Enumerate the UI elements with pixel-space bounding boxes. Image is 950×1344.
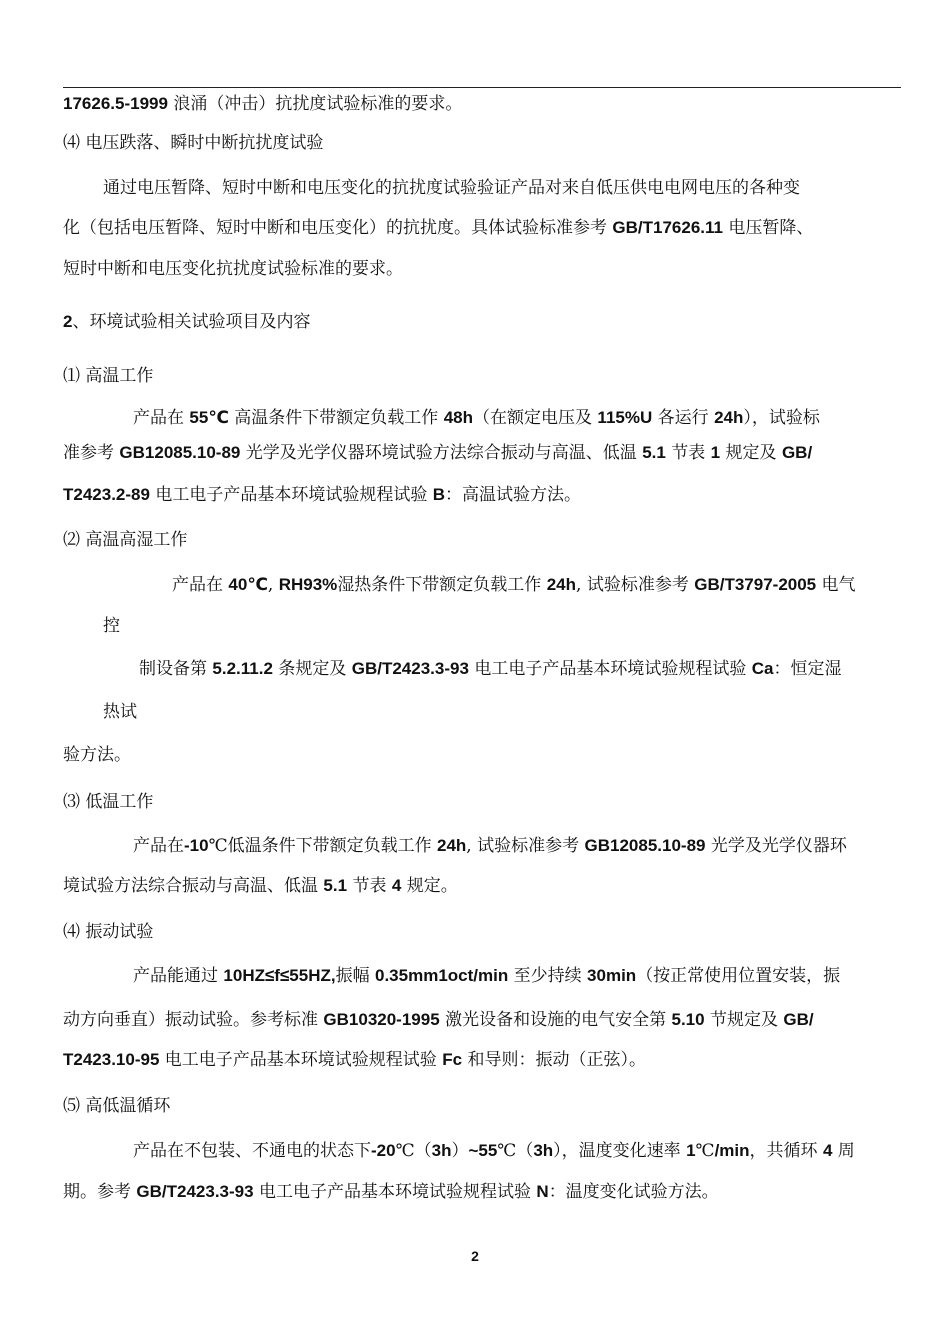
text-run: ：恒定湿: [773, 659, 842, 679]
text-line: [63, 1180, 719, 1204]
text-run: ⑸ 高低温循环: [63, 1096, 171, 1116]
text-run: 5.2.11.2: [212, 659, 273, 678]
text-run: 湿热条件下带额定负载工作: [337, 575, 547, 595]
text-run: 期。参考: [63, 1182, 137, 1202]
text-run: 至少持续: [508, 966, 588, 986]
text-run: 通过电压暂降、短时中断和电压变化的抗扰度试验验证产品对来自低压供电电网电压的各种变: [103, 178, 800, 198]
text-run: 3h: [431, 1141, 452, 1160]
text-run: GB/T2423.3-93: [136, 1182, 254, 1201]
text-run: 节表: [665, 443, 711, 463]
text-line: [63, 1094, 170, 1118]
text-run: 40℃: [228, 575, 268, 594]
text-run: GB/: [783, 1010, 814, 1029]
text-run: ）: [451, 1141, 469, 1161]
text-run: 产品在: [133, 836, 184, 856]
text-run: 24h: [546, 575, 577, 594]
text-run: 境试验方法综合振动与高温、低温: [63, 876, 324, 896]
text-run: 激光设备和设施的电气安全第: [439, 1010, 672, 1030]
text-run: ⑶ 低温工作: [63, 792, 154, 812]
text-run: 5.1: [323, 876, 348, 895]
text-run: GB/T2423.3-93: [351, 659, 469, 678]
text-run: 化（包括电压暂降、短时中断和电压变化）的抗扰度。具体试验标准参考: [63, 218, 613, 238]
text-run: GB10320-1995: [323, 1010, 440, 1029]
text-line: [133, 1139, 855, 1163]
text-run: ℃（: [497, 1141, 534, 1161]
text-run: GB/T17626.11: [612, 218, 723, 237]
text-run: GB12085.10-89: [119, 443, 241, 462]
text-line: [63, 131, 323, 155]
text-run: 浪涌（冲击）抗扰度试验标准的要求。: [167, 94, 463, 114]
text-run: 产品在: [172, 575, 229, 595]
text-run: , 试验标准参考: [466, 836, 585, 856]
text-run: 热试: [103, 702, 137, 722]
text-line: [133, 964, 840, 988]
text-run: ：温度变化试验方法。: [548, 1182, 719, 1202]
text-run: ℃低温条件下带额定负载工作: [208, 836, 437, 856]
text-run: GB12085.10-89: [584, 836, 706, 855]
text-run: Ca: [751, 659, 774, 678]
text-run: -20: [371, 1141, 396, 1160]
text-run: 48h: [443, 408, 474, 427]
text-run: 10HZ≤f≤55HZ,: [223, 966, 336, 985]
text-run: 高温条件下带额定负载工作: [228, 408, 444, 428]
text-line: [103, 176, 800, 200]
text-line: [63, 874, 458, 898]
text-run: 光学及光学仪器环: [705, 836, 847, 856]
text-line: [63, 528, 187, 552]
text-line: [63, 441, 812, 465]
text-run: 55℃: [189, 408, 229, 427]
text-run: （在额定电压及: [473, 408, 598, 428]
text-line: [172, 573, 856, 597]
text-run: 3h: [533, 1141, 554, 1160]
text-line: [63, 1048, 646, 1072]
text-run: 光学及光学仪器环境试验方法综合振动与高温、低温: [240, 443, 643, 463]
text-run: 电工电子产品基本环境试验规程试验: [149, 485, 433, 505]
text-run: 、环境试验相关试验项目及内容: [72, 312, 311, 332]
text-run: ，共循环: [749, 1141, 823, 1161]
text-line: [63, 310, 310, 334]
text-line: [63, 257, 403, 281]
text-run: 动方向垂直）振动试验。参考标准: [63, 1010, 324, 1030]
text-run: ℃（: [395, 1141, 432, 1161]
text-run: GB/: [781, 443, 813, 462]
text-run: 产品在: [133, 408, 190, 428]
text-run: 1: [686, 1141, 696, 1160]
text-run: 电工电子产品基本环境试验规程试验: [159, 1050, 443, 1070]
text-run: 电压暂降、: [722, 218, 814, 238]
text-line: [63, 364, 153, 388]
text-run: ⑴ 高温工作: [63, 366, 154, 386]
text-run: ,: [267, 575, 279, 595]
text-run: 24h: [437, 836, 467, 855]
text-run: 30min: [587, 966, 637, 985]
text-run: 24h: [714, 408, 744, 427]
text-run: ：高温试验方法。: [445, 485, 582, 505]
text-run: 周: [832, 1141, 855, 1161]
text-run: /min: [714, 1141, 750, 1160]
text-line: [63, 483, 581, 507]
text-run: 电工电子产品基本环境试验规程试验: [468, 659, 752, 679]
text-run: 准参考: [63, 443, 120, 463]
text-run: ~55: [468, 1141, 498, 1160]
text-run: 1: [710, 443, 721, 462]
text-run: 5.1: [642, 443, 666, 462]
page-number: 2: [471, 1248, 479, 1264]
text-run: 和导则：振动（正弦）。: [462, 1050, 646, 1070]
text-run: N: [536, 1182, 549, 1201]
text-run: 0.35mm1oct/min: [375, 966, 509, 985]
text-run: ），试验标: [743, 408, 820, 428]
text-run: 验方法。: [63, 745, 131, 765]
text-line: [103, 614, 120, 638]
text-line: [63, 216, 813, 240]
text-run: 各运行: [652, 408, 715, 428]
text-run: B: [432, 485, 446, 504]
text-run: 4: [391, 876, 402, 895]
text-run: 短时中断和电压变化抗扰度试验标准的要求。: [63, 259, 403, 279]
text-run: 电气: [816, 575, 856, 595]
text-line: [63, 743, 131, 767]
text-line: [63, 92, 462, 116]
text-line: [139, 657, 841, 681]
text-line: [133, 406, 820, 430]
text-run: 振幅: [335, 966, 375, 986]
text-line: [63, 1008, 814, 1032]
text-run: ⑷ 振动试验: [63, 922, 154, 942]
header-rule: [63, 87, 901, 88]
text-run: -10: [184, 836, 209, 855]
text-run: （按正常使用位置安装，振: [636, 966, 841, 986]
text-run: GB/T3797-2005: [694, 575, 817, 594]
text-run: T2423.2-89: [63, 485, 150, 504]
text-run: T2423.10-95: [63, 1050, 160, 1069]
text-run: , 试验标准参考: [576, 575, 695, 595]
text-run: 产品能通过: [133, 966, 224, 986]
text-run: 5.10: [671, 1010, 705, 1029]
text-run: 控: [103, 616, 120, 636]
text-run: 电工电子产品基本环境试验规程试验: [253, 1182, 537, 1202]
text-run: 规定。: [401, 876, 458, 896]
text-line: [103, 700, 137, 724]
text-run: Fc: [442, 1050, 463, 1069]
text-run: ⑷ 电压跌落、瞬时中断抗扰度试验: [63, 133, 324, 153]
text-run: RH93%: [278, 575, 338, 594]
text-run: 115%U: [597, 408, 653, 427]
text-run: 17626.5-1999: [63, 94, 168, 113]
text-line: [63, 920, 153, 944]
text-line: [133, 834, 847, 858]
text-run: 制设备第: [139, 659, 213, 679]
text-run: 2: [63, 312, 73, 331]
text-run: 节规定及: [704, 1010, 784, 1030]
text-run: ），温度变化速率: [553, 1141, 687, 1161]
text-line: [63, 790, 153, 814]
text-run: ℃: [695, 1141, 715, 1161]
text-run: 条规定及: [272, 659, 352, 679]
text-run: 规定及: [720, 443, 782, 463]
text-run: ⑵ 高温高湿工作: [63, 530, 188, 550]
text-run: 产品在不包装、不通电的状态下: [133, 1141, 371, 1161]
text-run: 4: [822, 1141, 833, 1160]
text-run: 节表: [347, 876, 392, 896]
